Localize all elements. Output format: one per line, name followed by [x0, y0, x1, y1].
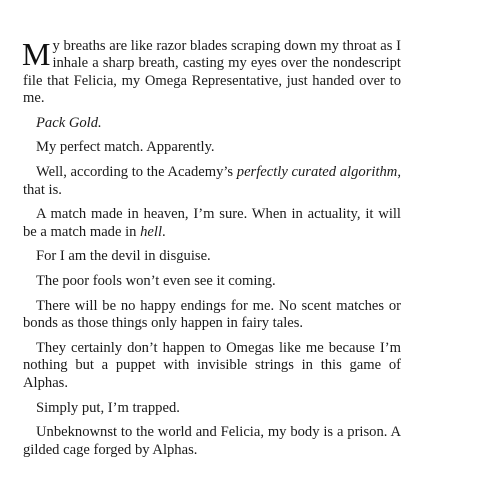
paragraph-1 [23, 38, 401, 107]
paragraph-4 [23, 164, 401, 199]
text-run: Simply put, I’m trapped. [36, 399, 180, 416]
paragraph-8 [23, 298, 401, 333]
text-run: There will be no happy endings for me. No scent matches or bonds as those things only happen in fairy tales. [23, 298, 401, 332]
drop-cap: M [22, 36, 51, 72]
paragraph-3 [23, 139, 401, 156]
paragraph-6 [23, 248, 401, 265]
text-run: y breaths are like razor blades scraping down my throat as I inhale a sharp breath, casting my eyes over the nondescript file that Felicia, my Omega Representative, just handed over to me. [23, 38, 401, 106]
text-run: , that is. [23, 164, 401, 198]
italic-run: hell [140, 223, 162, 240]
paragraph-2 [23, 115, 401, 132]
paragraph-5 [23, 206, 401, 241]
text-run: For I am the devil in disguise. [36, 248, 211, 265]
paragraph-7 [23, 273, 401, 290]
text-run: A match made in heaven, I’m sure. When in actuality, it will be a match made in [23, 206, 401, 240]
text-run: They certainly don’t happen to Omegas like me because I’m nothing but a puppet with invisible strings in this game of Alphas. [23, 340, 401, 391]
text-run: My perfect match. Apparently. [36, 139, 215, 156]
paragraph-10 [23, 400, 401, 417]
text-run: . [162, 223, 166, 240]
paragraph-11 [23, 424, 401, 459]
text-run: Well, according to the Academy’s [36, 164, 237, 181]
text-run: Unbeknownst to the world and Felicia, my body is a prison. A gilded cage forged by Alphas. [23, 424, 401, 458]
paragraph-9 [23, 340, 401, 392]
text-run: The poor fools won’t even see it coming. [36, 273, 276, 290]
book-page [23, 38, 401, 466]
italic-run: perfectly curated algorithm [236, 164, 398, 181]
italic-run: Pack Gold. [36, 114, 102, 131]
